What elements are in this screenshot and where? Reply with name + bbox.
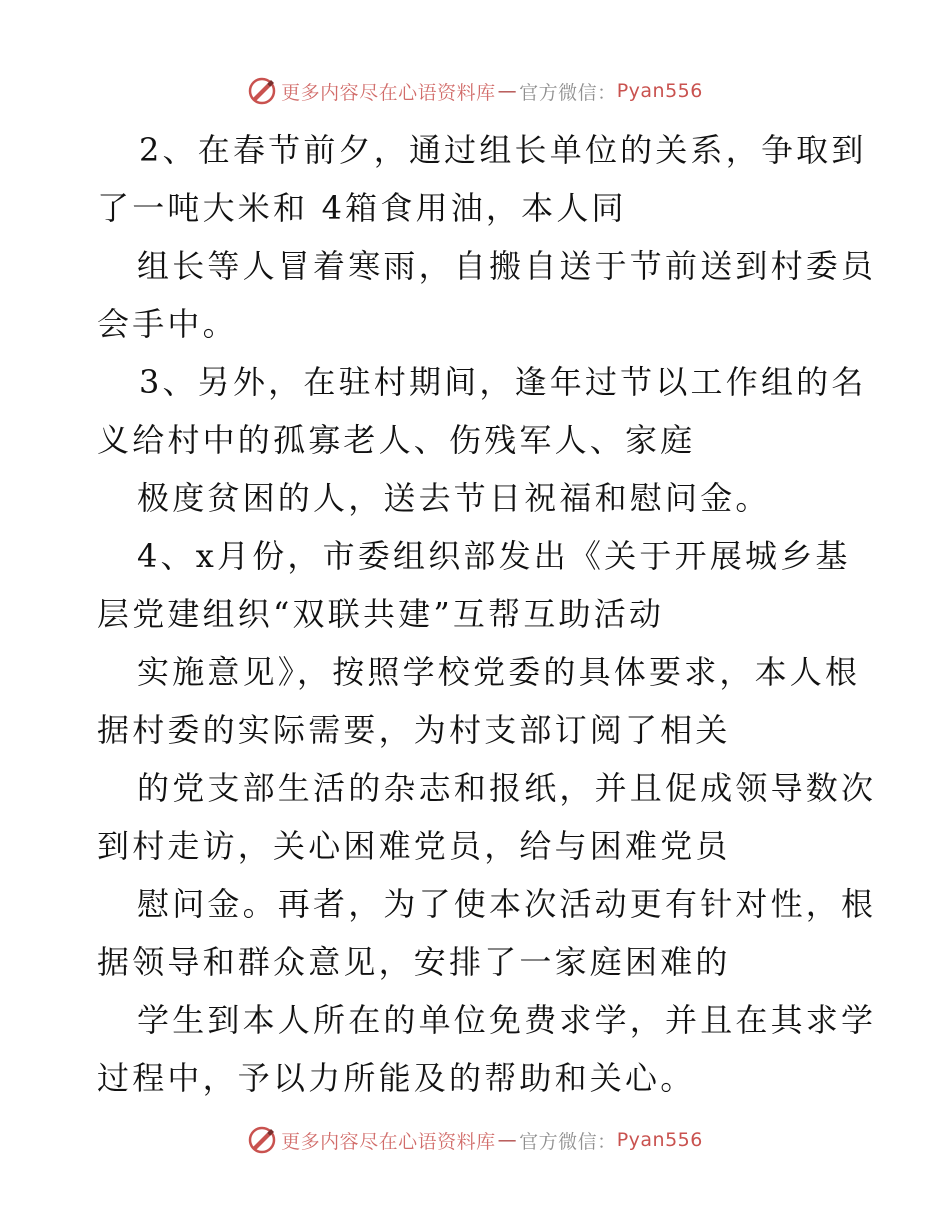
watermark-separator: — (497, 1129, 518, 1151)
text-line: 组长等人冒着寒雨，自搬自送于节前送到村委员 (137, 247, 877, 285)
text-line: 据领导和群众意见，安排了一家庭困难的 (97, 943, 731, 981)
watermark-wechat-label: 官方微信： (519, 81, 617, 104)
text-line: 会手中。 (97, 305, 238, 343)
text-line: 3、另外，在驻村期间，逢年过节以工作组的名 (139, 363, 867, 401)
header-watermark (0, 71, 950, 111)
text-line: 2、在春节前夕，通过组长单位的关系，争取到 (139, 131, 867, 169)
text-line: 据村委的实际需要，为村支部订阅了相关 (97, 711, 731, 749)
text-line: 学生到本人所在的单位免费求学，并且在其求学 (137, 1001, 877, 1039)
watermark-wechat-id: Pyan556 (616, 1129, 703, 1151)
pen-circle-logo-icon (247, 76, 277, 106)
text-line: 到村走访，关心困难党员，给与困难党员 (97, 827, 731, 865)
text-line: 慰问金。再者，为了使本次活动更有针对性，根 (137, 885, 877, 923)
watermark-wechat-id: Pyan556 (616, 80, 703, 102)
text-line: 极度贫困的人，送去节日祝福和慰问金。 (137, 479, 771, 517)
watermark-site-text: 更多内容尽在心语资料库 (281, 81, 496, 104)
watermark-wechat-label: 官方微信： (519, 1130, 617, 1153)
pen-circle-logo-icon (247, 1125, 277, 1155)
text-line: 了一吨大米和 4箱食用油，本人同 (97, 189, 627, 227)
text-line: 4、x月份，市委组织部发出《关于开展城乡基 (137, 537, 851, 575)
document-body (97, 121, 877, 1107)
watermark-site-text: 更多内容尽在心语资料库 (281, 1130, 496, 1153)
watermark-separator: — (497, 80, 518, 102)
text-line: 义给村中的孤寡老人、伤残军人、家庭 (97, 421, 696, 459)
text-line: 实施意见》，按照学校党委的具体要求，本人根 (137, 653, 861, 691)
footer-watermark (0, 1120, 950, 1160)
text-line: 过程中，予以力所能及的帮助和关心。 (97, 1059, 696, 1097)
text-line: 的党支部生活的杂志和报纸，并且促成领导数次 (137, 769, 877, 807)
text-line: 层党建组织“双联共建”互帮互助活动 (97, 595, 665, 633)
